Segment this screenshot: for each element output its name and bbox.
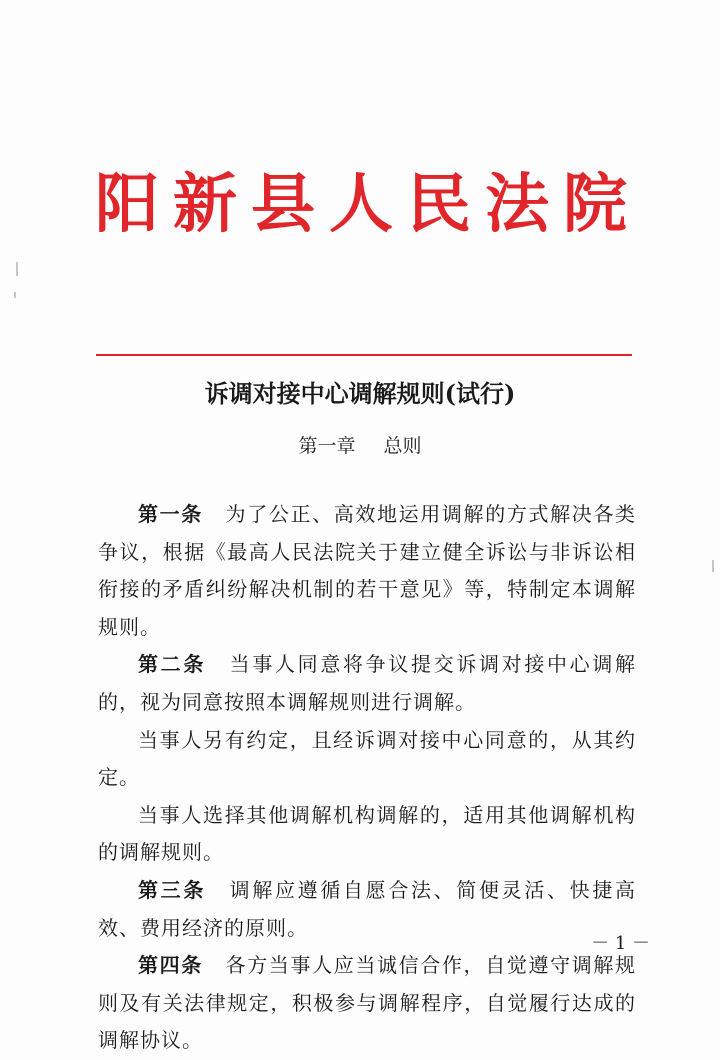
scan-mark xyxy=(712,560,714,572)
chapter-name: 总则 xyxy=(383,435,422,457)
article-text: 各方当事人应当诚信合作，自觉遵守调解规则及有关法律规定，积极参与调解程序，自觉履行达成的调解协议。 xyxy=(98,953,637,1053)
article-text: 为了公正、高效地运用调解的方式解决各类争议，根据《最高人民法院关于建立健全诉讼与非诉讼相衔接的矛盾纠纷解决机制的若干意见》等，特制定本调解规则。 xyxy=(98,502,637,639)
article-2-paragraph-3 xyxy=(98,797,636,872)
page-number: － 1 － xyxy=(591,933,650,954)
article-3 xyxy=(98,872,636,947)
article-label: 第二条 xyxy=(138,652,206,677)
paragraph-text: 当事人选择其他调解机构调解的，适用其他调解机构的调解规则。 xyxy=(98,802,636,865)
article-2 xyxy=(98,646,636,721)
article-2-paragraph-2 xyxy=(98,722,636,797)
article-1 xyxy=(98,496,636,646)
article-text: 调解应遵循自愿合法、简便灵活、快捷高效、费用经济的原则。 xyxy=(98,877,636,940)
chapter-heading xyxy=(0,428,720,464)
scan-mark xyxy=(14,292,16,298)
paragraph-text: 当事人另有约定，且经诉调对接中心同意的，从其约定。 xyxy=(98,727,636,790)
article-text: 当事人同意将争议提交诉调对接中心调解的，视为同意按照本调解规则进行调解。 xyxy=(98,652,636,714)
court-header: 阳新县人民法院 xyxy=(95,167,641,242)
article-4 xyxy=(98,947,636,1060)
document-body xyxy=(98,496,636,1060)
chapter-number: 第一章 xyxy=(298,435,356,457)
article-label: 第三条 xyxy=(138,877,206,902)
document-title: 诉调对接中心调解规则(试行) xyxy=(204,379,516,408)
article-label: 第一条 xyxy=(138,502,203,526)
red-separator-line xyxy=(96,354,632,356)
article-label: 第四条 xyxy=(138,953,203,978)
scan-mark xyxy=(16,262,18,276)
